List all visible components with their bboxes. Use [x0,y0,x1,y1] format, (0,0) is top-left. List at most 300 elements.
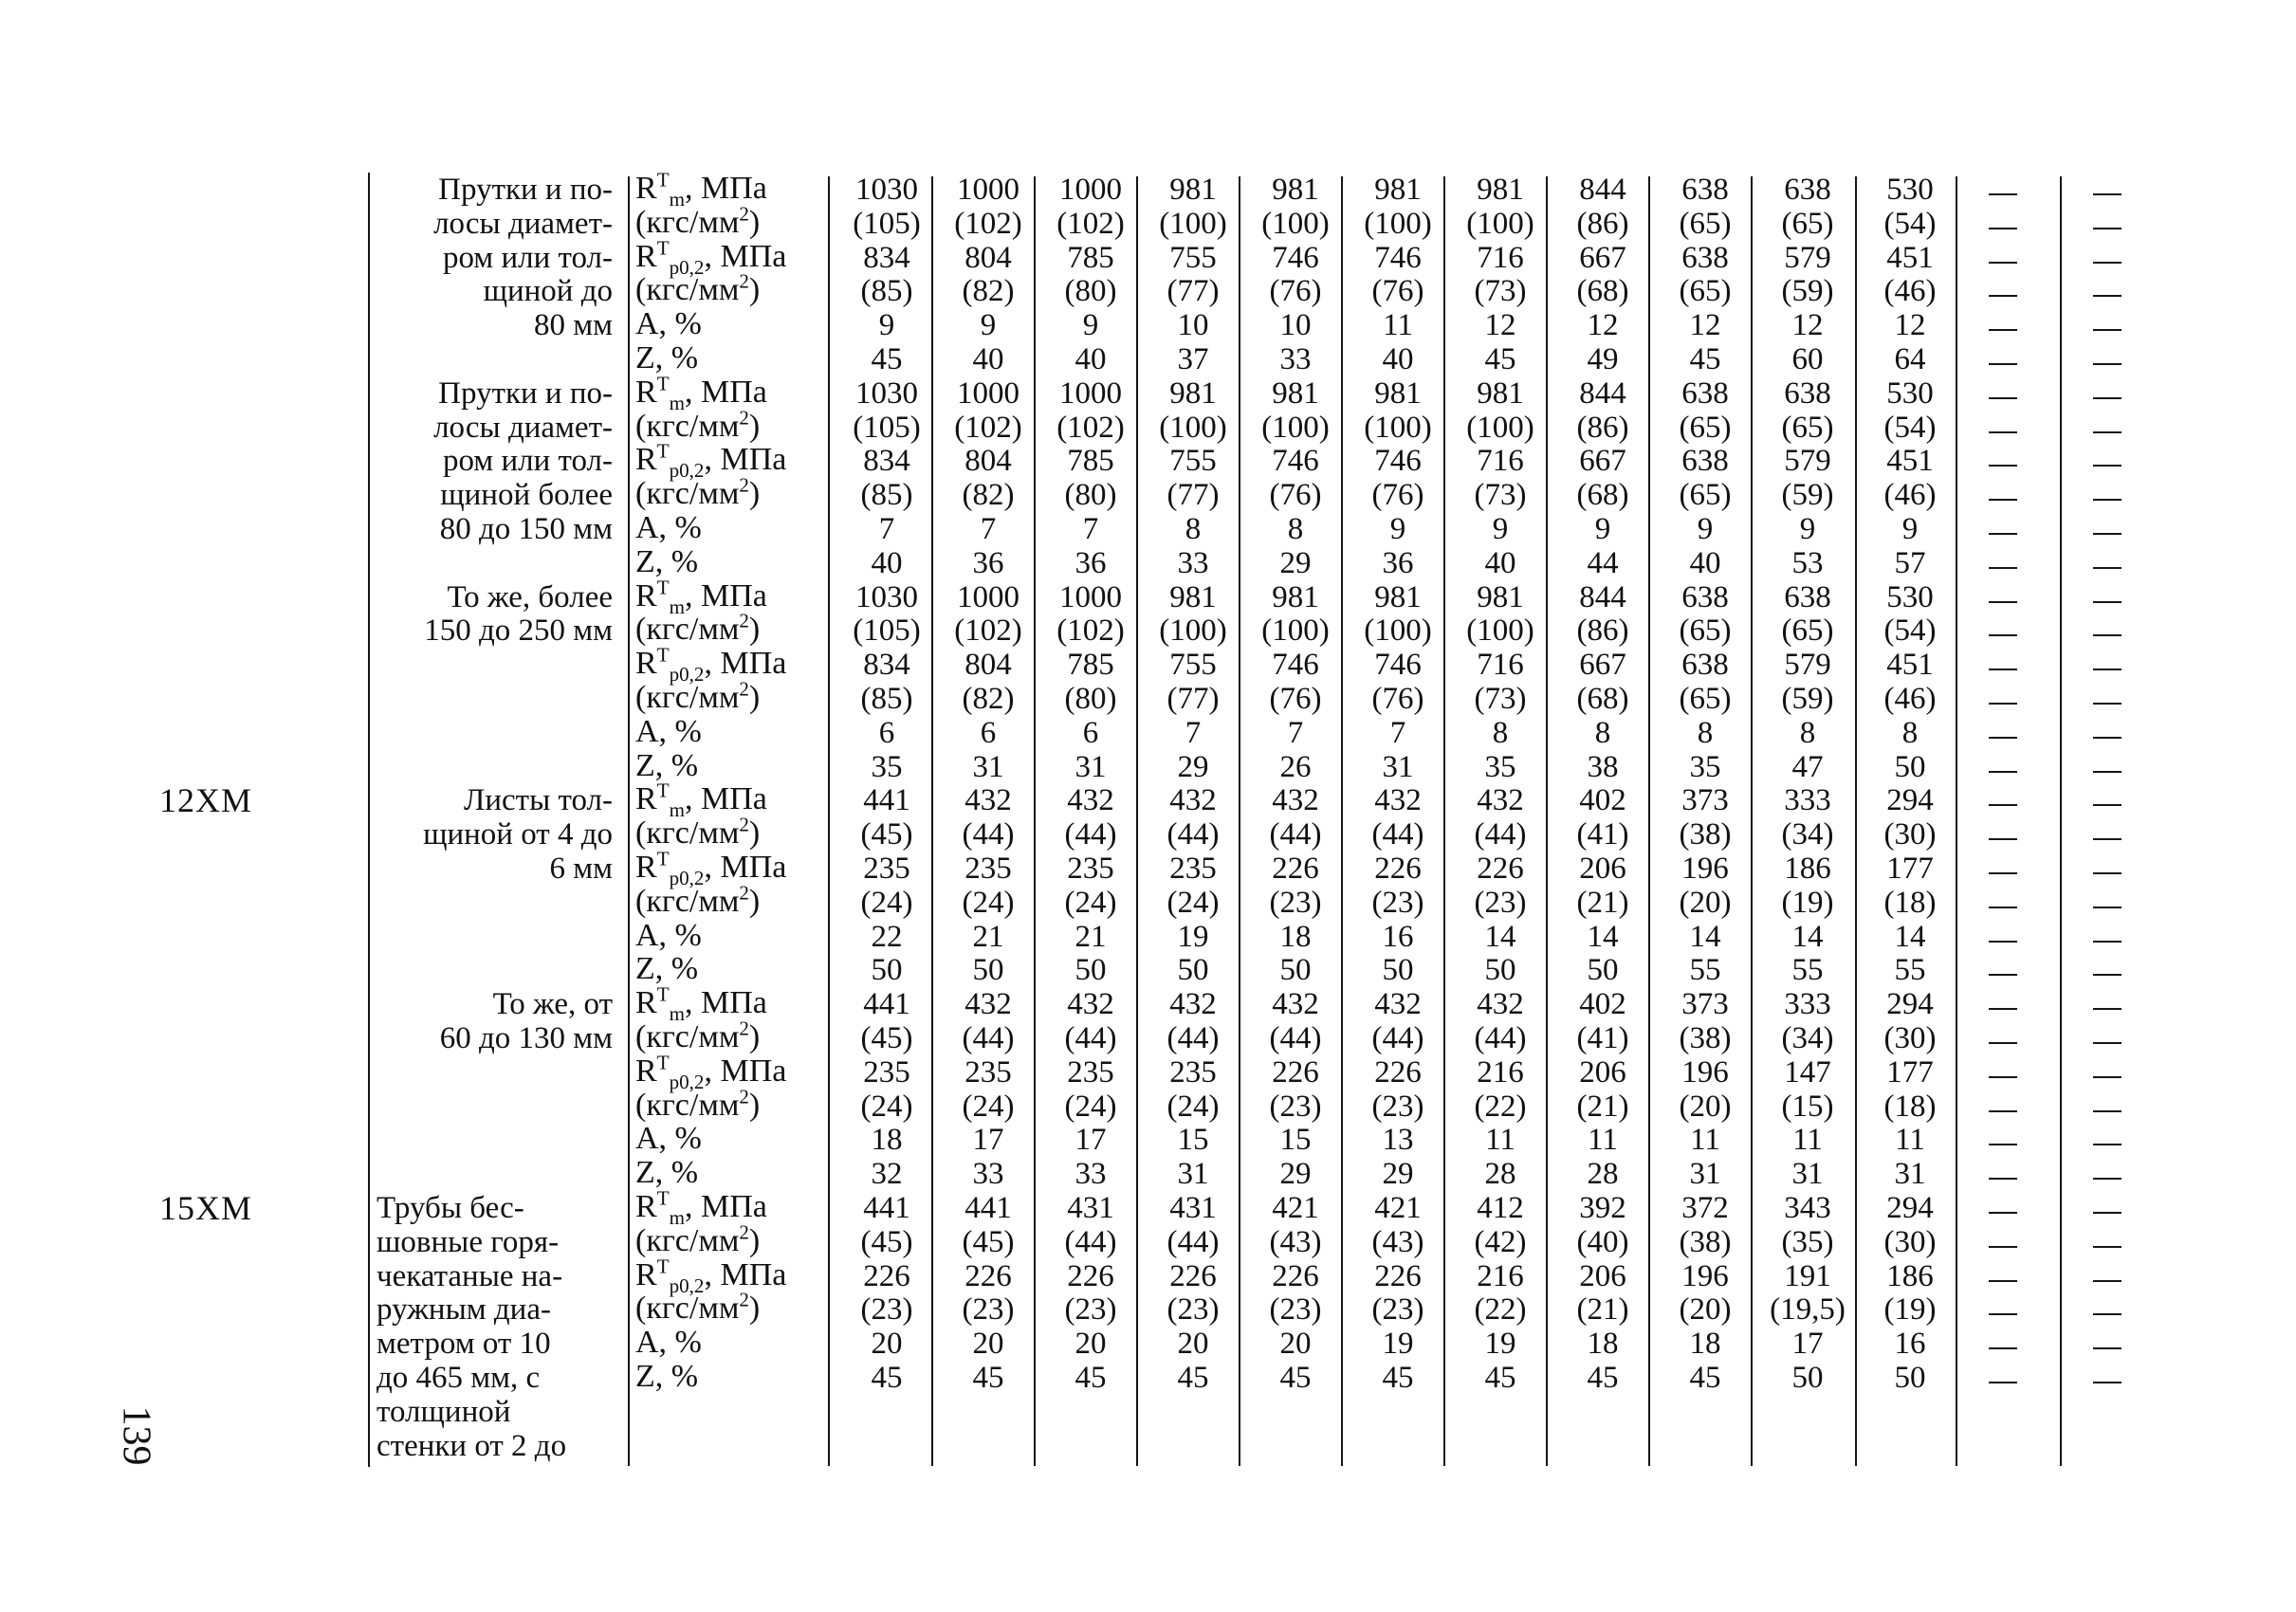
table-cell: 235 [863,852,910,886]
table-cell: (54) [1883,410,1937,445]
table-cell: (102) [1056,410,1125,445]
empty-cell-dash [2093,431,2122,433]
table-cell: (20) [1679,1089,1732,1124]
table-cell: (24) [860,1089,913,1124]
column-rule [931,176,933,1466]
table-cell: 432 [1169,783,1217,818]
table-cell: (100) [1261,206,1330,241]
table-cell: 29 [1177,749,1209,784]
table-cell: (65) [1679,614,1732,649]
table-cell: (34) [1781,1021,1834,1055]
table-cell: 667 [1579,240,1626,275]
table-cell: 38 [1587,749,1619,784]
empty-cell-dash [1989,804,2017,806]
table-cell: 8 [1492,715,1509,750]
table-cell: 7 [1082,512,1099,546]
table-cell: 755 [1169,240,1217,275]
table-cell: (44) [1064,1224,1117,1259]
empty-cell-dash [1989,601,2017,603]
table-cell: 55 [1791,953,1824,988]
product-description-line: щиной более [440,478,613,513]
empty-cell-dash [2093,1347,2122,1349]
table-cell: 785 [1067,648,1114,683]
empty-cell-dash [2093,363,2122,365]
table-cell: 226 [1374,852,1422,886]
table-cell: 441 [863,987,910,1022]
table-cell: 226 [1272,852,1319,886]
empty-cell-dash [1989,193,2017,195]
parameter-label: $R^T_{p0,2}$, МПа [635,847,787,889]
table-cell: 981 [1169,173,1217,207]
table-cell: 40 [1382,342,1414,376]
table-cell: 50 [1791,1361,1824,1395]
table-cell: (45) [860,1224,913,1259]
table-cell: 421 [1272,1191,1319,1225]
table-cell: (15) [1781,1089,1834,1124]
column-rule [1648,176,1650,1466]
table-cell: (65) [1679,274,1732,309]
table-cell: 47 [1791,749,1824,784]
empty-cell-dash [1989,465,2017,467]
table-cell: (20) [1679,1292,1732,1328]
table-cell: 45 [1484,342,1516,376]
table-cell: 33 [972,1157,1004,1192]
table-cell: 19 [1484,1327,1516,1362]
table-cell: 50 [1587,953,1619,988]
table-cell: 196 [1681,1054,1729,1090]
table-cell: 441 [863,1191,910,1225]
table-cell: 373 [1681,783,1729,818]
table-cell: 64 [1894,342,1926,376]
table-cell: 333 [1784,783,1831,818]
empty-cell-dash [2093,533,2122,535]
table-cell: 9 [1799,512,1816,546]
empty-cell-dash [2093,499,2122,501]
parameter-label: A, % [635,917,702,953]
empty-cell-dash [1989,1246,2017,1248]
empty-cell-dash [1989,703,2017,705]
parameter-label: A, % [635,1325,702,1361]
table-cell: 177 [1886,1054,1934,1090]
empty-cell-dash [2093,974,2122,976]
column-rule [1341,176,1343,1466]
product-description-line: 80 до 150 мм [439,512,613,546]
parameter-label: $R^T_m$, МПа [635,168,767,211]
table-cell: (54) [1883,206,1937,241]
table-cell: (45) [860,817,913,852]
empty-cell-dash [1989,1076,2017,1078]
table-cell: 31 [1791,1157,1824,1192]
empty-cell-dash [1989,567,2017,569]
parameter-label: A, % [635,510,702,545]
column-rule [1751,176,1753,1466]
table-cell: (23) [962,1292,1015,1328]
table-cell: (23) [1269,1292,1322,1328]
table-cell: (80) [1064,682,1117,716]
table-cell: 716 [1477,648,1524,683]
empty-cell-dash [2093,1280,2122,1282]
empty-cell-dash [2093,1110,2122,1112]
table-cell: (68) [1576,682,1629,716]
table-cell: 343 [1784,1191,1831,1225]
table-cell: 35 [1484,749,1516,784]
table-cell: 235 [1169,1054,1217,1090]
table-cell: (100) [1466,206,1534,241]
empty-cell-dash [2093,1076,2122,1078]
table-cell: 18 [1587,1327,1619,1362]
table-cell: 294 [1886,1191,1934,1225]
parameter-label: $R^T_m$, МПа [635,576,767,618]
table-cell: 20 [1177,1327,1209,1362]
table-cell: 28 [1587,1157,1619,1192]
table-cell: 36 [1382,545,1414,580]
table-cell: 226 [1374,1258,1422,1293]
column-rule [1855,176,1857,1466]
table-cell: 1000 [1059,376,1122,411]
parameter-label: Z, % [635,340,699,376]
table-cell: 50 [1177,953,1209,988]
empty-cell-dash [2093,1246,2122,1248]
table-cell: 20 [972,1327,1004,1362]
table-cell: 235 [1067,1054,1114,1090]
product-description-line: ружным диа- [377,1292,551,1328]
table-cell: (100) [1466,410,1534,445]
table-cell: (46) [1883,478,1937,513]
table-cell: 17 [1075,1123,1107,1158]
table-cell: 1030 [855,376,918,411]
parameter-label: $(кгс/мм^2)$ [635,406,761,444]
empty-cell-dash [1989,1313,2017,1315]
empty-cell-dash [2093,771,2122,773]
page-number: 139 [114,1405,158,1466]
table-cell: (59) [1781,478,1834,513]
table-cell: 755 [1169,648,1217,683]
empty-cell-dash [2093,397,2122,399]
table-cell: 45 [1587,1361,1619,1395]
product-description-line: чекатаные на- [377,1258,563,1293]
table-cell: 579 [1784,240,1831,275]
table-cell: 392 [1579,1191,1626,1225]
table-cell: 402 [1579,987,1626,1022]
table-cell: 638 [1681,173,1729,207]
table-cell: (73) [1474,274,1527,309]
empty-cell-dash [2093,567,2122,569]
table-cell: (30) [1883,1224,1937,1259]
empty-cell-dash [1989,737,2017,739]
table-cell: 50 [1382,953,1414,988]
product-description-line: 6 мм [549,852,613,886]
table-cell: 6 [878,715,895,750]
table-cell: (22) [1474,1292,1527,1328]
table-cell: (77) [1166,682,1220,716]
empty-cell-dash [2093,669,2122,670]
table-cell: 206 [1579,1054,1626,1090]
table-cell: (23) [1371,1292,1424,1328]
table-cell: 333 [1784,987,1831,1022]
empty-cell-dash [2093,737,2122,739]
table-cell: 667 [1579,648,1626,683]
table-cell: (45) [860,1021,913,1055]
empty-cell-dash [1989,669,2017,670]
table-cell: 9 [1389,512,1406,546]
table-cell: 804 [964,444,1012,479]
product-description-line: щиной до [483,274,613,309]
parameter-label: Z, % [635,951,699,987]
empty-cell-dash [1989,1280,2017,1282]
column-rule [1136,176,1138,1466]
product-description-line: Трубы бес- [377,1191,524,1225]
table-cell: 1000 [957,579,1019,614]
parameter-label: $(кгс/мм^2)$ [635,202,761,240]
parameter-label: $(кгс/мм^2)$ [635,610,761,648]
table-cell: 33 [1075,1157,1107,1192]
table-cell: 40 [1075,342,1107,376]
table-cell: (65) [1679,682,1732,716]
table-cell: 28 [1484,1157,1516,1192]
table-cell: (41) [1576,1021,1629,1055]
table-cell: 530 [1886,376,1934,411]
table-cell: (44) [1371,1021,1424,1055]
table-cell: 29 [1279,545,1312,580]
table-cell: 432 [1067,783,1114,818]
table-cell: 50 [1894,1361,1926,1395]
table-cell: (82) [962,682,1015,716]
table-cell: 40 [871,545,903,580]
parameter-label: A, % [635,1121,702,1157]
table-cell: 716 [1477,240,1524,275]
empty-cell-dash [1989,329,2017,331]
table-cell: 412 [1477,1191,1524,1225]
table-cell: (38) [1679,817,1732,852]
table-cell: 9 [1901,512,1919,546]
table-cell: 33 [1279,342,1312,376]
table-cell: 235 [964,1054,1012,1090]
parameter-label: $(кгс/мм^2)$ [635,473,761,512]
product-description-line: Прутки и по- [438,173,613,207]
table-cell: 451 [1886,444,1934,479]
table-cell: 981 [1477,579,1524,614]
table-cell: 45 [1689,1361,1721,1395]
table-cell: (100) [1159,410,1227,445]
product-description-line: метром от 10 [377,1327,551,1362]
empty-cell-dash [2093,295,2122,297]
table-cell: 981 [1272,376,1319,411]
table-cell: 206 [1579,852,1626,886]
table-cell: 50 [1894,749,1926,784]
table-cell: (23) [1269,885,1322,920]
table-cell: 55 [1894,953,1926,988]
empty-cell-dash [1989,499,2017,501]
product-description-line: 80 мм [533,308,613,343]
table-cell: 8 [1594,715,1611,750]
empty-cell-dash [2093,1042,2122,1044]
empty-cell-dash [1989,1382,2017,1383]
table-cell: 53 [1791,545,1824,580]
table-cell: 235 [1169,852,1217,886]
table-cell: 6 [980,715,997,750]
table-cell: 981 [1477,376,1524,411]
table-cell: 226 [1272,1054,1319,1090]
table-cell: (18) [1883,1089,1937,1124]
product-description-line: Листы тол- [463,783,613,818]
table-cell: (21) [1576,885,1629,920]
table-cell: 216 [1477,1054,1524,1090]
table-cell: 294 [1886,783,1934,818]
table-cell: (82) [962,478,1015,513]
table-cell: (35) [1781,1224,1834,1259]
column-rule [2060,176,2062,1466]
column-rule [1546,176,1548,1466]
table-cell: 373 [1681,987,1729,1022]
table-cell: (44) [1166,1224,1220,1259]
table-cell: 12 [1791,308,1824,343]
steel-grade-label: 15ХМ [159,1189,253,1227]
table-cell: 6 [1082,715,1099,750]
table-cell: 19 [1177,919,1209,954]
table-cell: 1000 [957,173,1019,207]
parameter-label: $(кгс/мм^2)$ [635,1017,761,1054]
parameter-label: $R^T_{p0,2}$, МПа [635,1255,787,1297]
table-cell: (100) [1466,614,1534,649]
table-cell: 9 [1697,512,1714,546]
table-cell: 20 [871,1327,903,1362]
table-cell: 15 [1279,1123,1312,1158]
table-cell: (76) [1371,682,1424,716]
table-cell: 14 [1484,919,1516,954]
table-cell: 431 [1067,1191,1114,1225]
table-cell: (23) [1166,1292,1220,1328]
table-cell: 186 [1886,1258,1934,1293]
table-cell: 31 [1382,749,1414,784]
table-cell: 36 [1075,545,1107,580]
table-cell: (46) [1883,682,1937,716]
table-cell: 981 [1169,376,1217,411]
table-cell: (43) [1269,1224,1322,1259]
parameter-label: $(кгс/мм^2)$ [635,813,761,852]
table-cell: 50 [1484,953,1516,988]
table-cell: 746 [1374,648,1422,683]
table-cell: (30) [1883,817,1937,852]
empty-cell-dash [2093,1178,2122,1180]
table-cell: (59) [1781,682,1834,716]
table-cell: 18 [1279,919,1312,954]
table-cell: (19) [1781,885,1834,920]
empty-cell-dash [1989,1144,2017,1145]
table-cell: 638 [1681,240,1729,275]
table-cell: (20) [1679,885,1732,920]
table-cell: 31 [972,749,1004,784]
table-cell: (18) [1883,885,1937,920]
table-cell: 36 [972,545,1004,580]
parameter-label: $(кгс/мм^2)$ [635,677,761,715]
empty-cell-dash [1989,1110,2017,1112]
empty-cell-dash [2093,193,2122,195]
table-cell: 8 [1185,512,1202,546]
table-cell: 981 [1477,173,1524,207]
table-cell: (44) [1371,817,1424,852]
empty-cell-dash [1989,941,2017,943]
empty-cell-dash [1989,771,2017,773]
empty-cell-dash [2093,634,2122,636]
table-cell: (77) [1166,478,1220,513]
empty-cell-dash [2093,838,2122,840]
table-cell: (65) [1781,614,1834,649]
empty-cell-dash [2093,262,2122,264]
table-cell: (73) [1474,478,1527,513]
product-description-line: ром или тол- [442,444,613,479]
table-cell: 11 [1690,1123,1720,1158]
empty-cell-dash [1989,1178,2017,1180]
table-cell: 432 [1272,783,1319,818]
table-cell: 32 [871,1157,903,1192]
empty-cell-dash [1989,974,2017,976]
table-cell: (24) [962,885,1015,920]
table-cell: 14 [1689,919,1721,954]
table-cell: (100) [1159,206,1227,241]
table-cell: 15 [1177,1123,1209,1158]
table-cell: 226 [863,1258,910,1293]
table-cell: 226 [1169,1258,1217,1293]
empty-cell-dash [1989,634,2017,636]
table-cell: (24) [1166,885,1220,920]
empty-cell-dash [1989,907,2017,908]
parameter-label: $(кгс/мм^2)$ [635,1085,761,1123]
table-cell: 834 [863,444,910,479]
table-cell: 638 [1784,173,1831,207]
parameter-label: $(кгс/мм^2)$ [635,1289,761,1327]
table-cell: (23) [1064,1292,1117,1328]
table-cell: 18 [871,1123,903,1158]
table-cell: 235 [863,1054,910,1090]
product-description-line: ром или тол- [442,240,613,275]
table-cell: (105) [853,206,921,241]
table-cell: 844 [1579,376,1626,411]
table-cell: (65) [1679,206,1732,241]
parameter-label: $(кгс/мм^2)$ [635,1220,761,1258]
table-cell: (19) [1883,1292,1937,1328]
table-cell: 1000 [957,376,1019,411]
table-cell: (23) [1269,1089,1322,1124]
table-cell: 7 [1389,715,1406,750]
product-description-line: лосы диамет- [433,206,613,241]
table-cell: (59) [1781,274,1834,309]
table-cell: 638 [1681,376,1729,411]
table-cell: 9 [980,308,997,343]
table-cell: (100) [1159,614,1227,649]
table-cell: (86) [1576,410,1629,445]
table-cell: 981 [1374,376,1422,411]
table-cell: 432 [1272,987,1319,1022]
table-cell: (65) [1679,478,1732,513]
empty-cell-dash [2093,465,2122,467]
column-rule [1956,176,1957,1466]
table-cell: 226 [1477,852,1524,886]
empty-cell-dash [2093,804,2122,806]
table-cell: 1030 [855,579,918,614]
table-cell: 11 [1588,1123,1618,1158]
table-cell: (100) [1261,614,1330,649]
table-cell: 432 [964,783,1012,818]
table-cell: 451 [1886,648,1934,683]
table-cell: (65) [1781,206,1834,241]
table-cell: 8 [1799,715,1816,750]
table-cell: 431 [1169,1191,1217,1225]
table-cell: (44) [1269,817,1322,852]
table-cell: 45 [1177,1361,1209,1395]
table-cell: 11 [1383,308,1413,343]
table-cell: (44) [1474,817,1527,852]
table-cell: 235 [964,852,1012,886]
